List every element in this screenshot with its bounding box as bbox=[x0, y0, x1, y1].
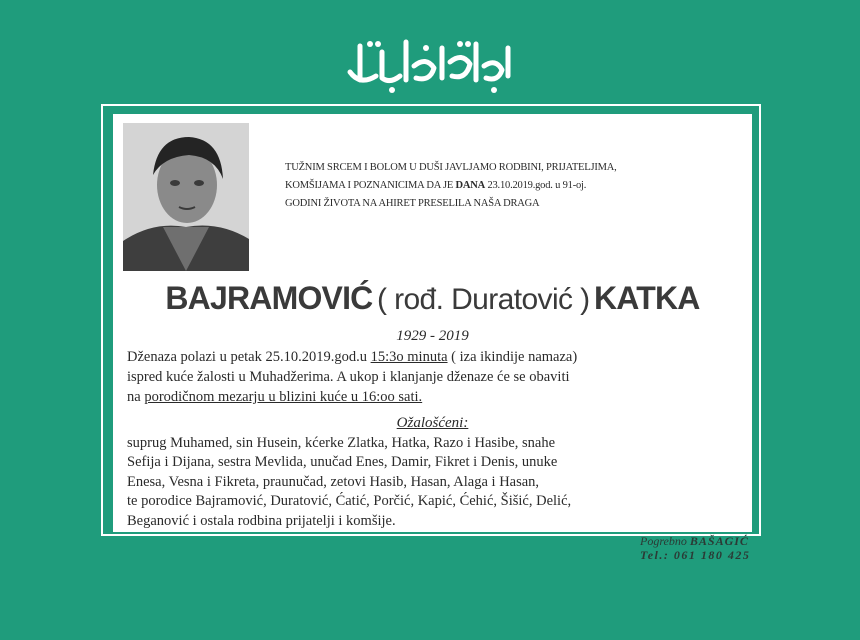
funeral-line-3: na porodičnom mezarju u blizini kuće u 16:oo sati. bbox=[127, 389, 423, 405]
mourners-line: te porodice Bajramović, Duratović, Ćatić, Porčić, Kapić, Ćehić, Šišić, Delić, bbox=[127, 493, 572, 510]
agency-phone: Tel.: 061 180 425 bbox=[640, 548, 751, 562]
funeral-details bbox=[127, 347, 747, 407]
obituary-card bbox=[113, 114, 752, 532]
mourners-line: Beganović i ostala rodbina prijatelji i komšije. bbox=[127, 512, 396, 529]
mourners-title: Ožalošćeni: bbox=[396, 415, 469, 431]
announcement-line-3: GODINI ŽIVOTA NA AHIRET PRESELILA NAŠA DRAGA bbox=[285, 198, 540, 209]
announcement-line-2: KOMŠIJAMA I POZNANICIMA DA JE DANA 23.10.2019.god. u 91-oj. bbox=[285, 180, 587, 191]
announcement-text bbox=[285, 159, 745, 213]
mourners-line: Sefija i Dijana, sestra Mevlida, unučad Enes, Damir, Fikret i Denis, unuke bbox=[127, 454, 558, 471]
arabic-calligraphy bbox=[330, 22, 530, 98]
life-years: 1929 - 2019 bbox=[396, 328, 469, 344]
maiden-name: ( rođ. Duratović ) bbox=[376, 283, 590, 316]
mourners-line: Enesa, Vesna i Fikreta, praunučad, zetovi Hasib, Hasan, Alaga i Hasan, bbox=[127, 473, 540, 490]
funeral-line-1: Dženaza polazi u petak 25.10.2019.god.u 15:3o minuta ( iza ikindije namaza) bbox=[127, 349, 578, 365]
deceased-name bbox=[113, 280, 752, 317]
mourners-list bbox=[127, 434, 747, 531]
surname: BAJRAMOVIĆ bbox=[165, 280, 373, 316]
announcement-line-1: TUŽNIM SRCEM I BOLOM U DUŠI JAVLJAMO RODBINI, PRIJATELJIMA, bbox=[285, 162, 617, 173]
agency-name: Pogrebno BAŠAGIĆ bbox=[640, 534, 749, 548]
funeral-line-2: ispred kuće žalosti u Muhadžerima. A ukop i klanjanje dženaze će se obaviti bbox=[127, 369, 570, 385]
mourners-line: suprug Muhamed, sin Husein, kćerke Zlatka, Hatka, Razo i Hasibe, snahe bbox=[127, 435, 556, 451]
deceased-photo bbox=[123, 123, 249, 271]
funeral-agency bbox=[640, 534, 830, 562]
first-name: KATKA bbox=[594, 280, 700, 316]
